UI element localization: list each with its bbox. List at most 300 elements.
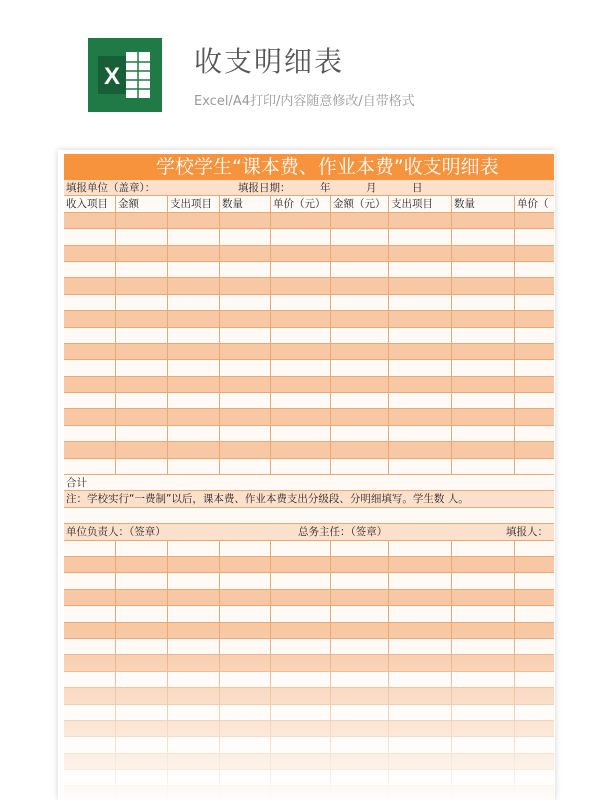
table-cell[interactable] bbox=[389, 229, 452, 244]
table-cell[interactable] bbox=[331, 655, 389, 670]
table-cell[interactable] bbox=[271, 328, 331, 343]
table-cell[interactable] bbox=[220, 426, 271, 441]
table-cell[interactable] bbox=[64, 295, 116, 310]
table-cell[interactable] bbox=[271, 770, 331, 785]
table-cell[interactable] bbox=[271, 639, 331, 654]
table-cell[interactable] bbox=[515, 360, 554, 375]
table-cell[interactable] bbox=[64, 606, 116, 621]
table-cell[interactable] bbox=[452, 672, 515, 687]
table-cell[interactable] bbox=[220, 688, 271, 703]
table-cell[interactable] bbox=[331, 393, 389, 408]
table-cell[interactable] bbox=[515, 328, 554, 343]
table-cell[interactable] bbox=[116, 377, 168, 392]
table-cell[interactable] bbox=[271, 557, 331, 572]
table-cell[interactable] bbox=[389, 655, 452, 670]
table-cell[interactable] bbox=[116, 655, 168, 670]
table-cell[interactable] bbox=[220, 393, 271, 408]
table-cell[interactable] bbox=[64, 442, 116, 457]
table-row bbox=[64, 213, 554, 229]
table-cell[interactable] bbox=[64, 459, 116, 474]
table-cell[interactable] bbox=[515, 786, 554, 800]
table-cell[interactable] bbox=[271, 623, 331, 638]
table-cell[interactable] bbox=[220, 459, 271, 474]
table-cell[interactable] bbox=[220, 213, 271, 228]
table-cell[interactable] bbox=[515, 590, 554, 605]
table-cell[interactable] bbox=[220, 409, 271, 424]
table-cell[interactable] bbox=[389, 786, 452, 800]
table-cell[interactable] bbox=[220, 770, 271, 785]
table-cell[interactable] bbox=[389, 688, 452, 703]
table-cell[interactable] bbox=[64, 213, 116, 228]
table-cell[interactable] bbox=[452, 459, 515, 474]
table-cell[interactable] bbox=[220, 590, 271, 605]
table-cell[interactable] bbox=[116, 262, 168, 277]
table-cell[interactable] bbox=[116, 672, 168, 687]
table-cell[interactable] bbox=[515, 311, 554, 326]
table-cell[interactable] bbox=[220, 573, 271, 588]
table-row bbox=[64, 360, 554, 376]
table-cell[interactable] bbox=[220, 311, 271, 326]
table-cell[interactable] bbox=[515, 541, 554, 556]
table-cell[interactable] bbox=[64, 639, 116, 654]
table-cell[interactable] bbox=[168, 721, 220, 736]
table-cell[interactable] bbox=[271, 786, 331, 800]
table-cell[interactable] bbox=[452, 639, 515, 654]
table-cell[interactable] bbox=[271, 655, 331, 670]
table-cell[interactable] bbox=[331, 229, 389, 244]
table-cell[interactable] bbox=[168, 246, 220, 261]
table-row bbox=[64, 295, 554, 311]
table-cell[interactable] bbox=[64, 246, 116, 261]
table-cell[interactable] bbox=[331, 573, 389, 588]
table-cell[interactable] bbox=[64, 721, 116, 736]
table-cell[interactable] bbox=[331, 459, 389, 474]
table-cell[interactable] bbox=[389, 328, 452, 343]
table-cell[interactable] bbox=[452, 737, 515, 752]
table-cell[interactable] bbox=[515, 623, 554, 638]
table-cell[interactable] bbox=[452, 786, 515, 800]
table-cell[interactable] bbox=[515, 229, 554, 244]
table-cell[interactable] bbox=[116, 606, 168, 621]
table-cell[interactable] bbox=[515, 557, 554, 572]
table-cell[interactable] bbox=[331, 246, 389, 261]
table-cell[interactable] bbox=[220, 606, 271, 621]
table-cell[interactable] bbox=[389, 344, 452, 359]
table-cell[interactable] bbox=[331, 590, 389, 605]
table-row bbox=[64, 688, 554, 704]
excel-icon-letter: X bbox=[103, 63, 121, 90]
table-cell[interactable] bbox=[515, 426, 554, 441]
table-cell[interactable] bbox=[452, 360, 515, 375]
table-cell[interactable] bbox=[116, 426, 168, 441]
table-cell[interactable] bbox=[168, 393, 220, 408]
table-cell[interactable] bbox=[168, 655, 220, 670]
table-cell[interactable] bbox=[452, 393, 515, 408]
table-cell[interactable] bbox=[64, 393, 116, 408]
table-cell[interactable] bbox=[389, 573, 452, 588]
table-cell[interactable] bbox=[168, 754, 220, 769]
table-cell[interactable] bbox=[452, 573, 515, 588]
table-cell[interactable] bbox=[168, 688, 220, 703]
table-cell[interactable] bbox=[515, 377, 554, 392]
table-cell[interactable] bbox=[271, 360, 331, 375]
table-cell[interactable] bbox=[271, 688, 331, 703]
table-cell[interactable] bbox=[220, 295, 271, 310]
table-cell[interactable] bbox=[271, 426, 331, 441]
table-cell[interactable] bbox=[64, 688, 116, 703]
table-cell[interactable] bbox=[331, 705, 389, 720]
table-cell[interactable] bbox=[220, 705, 271, 720]
table-cell[interactable] bbox=[452, 688, 515, 703]
table-cell[interactable] bbox=[116, 705, 168, 720]
table-cell[interactable] bbox=[452, 344, 515, 359]
table-cell[interactable] bbox=[452, 426, 515, 441]
table-cell[interactable] bbox=[271, 754, 331, 769]
table-cell[interactable] bbox=[389, 311, 452, 326]
table-cell[interactable] bbox=[168, 557, 220, 572]
table-cell[interactable] bbox=[168, 606, 220, 621]
table-cell[interactable] bbox=[64, 311, 116, 326]
table-cell[interactable] bbox=[452, 328, 515, 343]
table-cell[interactable] bbox=[116, 459, 168, 474]
table-cell[interactable] bbox=[452, 557, 515, 572]
table-cell[interactable] bbox=[331, 278, 389, 293]
table-cell[interactable] bbox=[389, 262, 452, 277]
table-cell[interactable] bbox=[220, 557, 271, 572]
table-cell[interactable] bbox=[271, 721, 331, 736]
table-cell[interactable] bbox=[220, 262, 271, 277]
table-cell[interactable] bbox=[116, 360, 168, 375]
table-cell[interactable] bbox=[452, 295, 515, 310]
table-cell[interactable] bbox=[64, 262, 116, 277]
table-cell[interactable] bbox=[220, 328, 271, 343]
table-cell[interactable] bbox=[331, 295, 389, 310]
table-cell[interactable] bbox=[515, 393, 554, 408]
table-cell[interactable] bbox=[389, 639, 452, 654]
table-cell[interactable] bbox=[331, 541, 389, 556]
table-cell[interactable] bbox=[331, 639, 389, 654]
table-cell[interactable] bbox=[168, 262, 220, 277]
col-header-quantity-2: 数量 bbox=[452, 196, 515, 211]
table-cell[interactable] bbox=[389, 672, 452, 687]
table-cell[interactable] bbox=[452, 655, 515, 670]
table-cell[interactable] bbox=[515, 672, 554, 687]
table-cell[interactable] bbox=[389, 360, 452, 375]
table-cell[interactable] bbox=[168, 360, 220, 375]
table-cell[interactable] bbox=[389, 623, 452, 638]
table-cell[interactable] bbox=[168, 459, 220, 474]
table-cell[interactable] bbox=[389, 459, 452, 474]
table-cell[interactable] bbox=[168, 311, 220, 326]
table-cell[interactable] bbox=[515, 213, 554, 228]
table-cell[interactable] bbox=[64, 770, 116, 785]
table-cell[interactable] bbox=[64, 409, 116, 424]
table-cell[interactable] bbox=[116, 442, 168, 457]
table-cell[interactable] bbox=[168, 770, 220, 785]
table-cell[interactable] bbox=[515, 737, 554, 752]
table-cell[interactable] bbox=[271, 672, 331, 687]
table-cell[interactable] bbox=[168, 377, 220, 392]
table-cell[interactable] bbox=[64, 754, 116, 769]
table-cell[interactable] bbox=[116, 344, 168, 359]
table-cell[interactable] bbox=[64, 573, 116, 588]
table-cell[interactable] bbox=[452, 262, 515, 277]
table-cell[interactable] bbox=[452, 541, 515, 556]
table-cell[interactable] bbox=[64, 541, 116, 556]
table-cell[interactable] bbox=[515, 459, 554, 474]
table-cell[interactable] bbox=[116, 409, 168, 424]
table-row bbox=[64, 606, 554, 622]
table-cell[interactable] bbox=[389, 295, 452, 310]
table-cell[interactable] bbox=[168, 573, 220, 588]
table-cell[interactable] bbox=[515, 754, 554, 769]
table-cell[interactable] bbox=[116, 721, 168, 736]
table-cell[interactable] bbox=[389, 557, 452, 572]
table-cell[interactable] bbox=[452, 623, 515, 638]
table-cell[interactable] bbox=[452, 377, 515, 392]
table-cell[interactable] bbox=[116, 770, 168, 785]
table-cell[interactable] bbox=[220, 623, 271, 638]
table-cell[interactable] bbox=[271, 377, 331, 392]
table-cell[interactable] bbox=[116, 590, 168, 605]
table-cell[interactable] bbox=[389, 770, 452, 785]
table-cell[interactable] bbox=[168, 213, 220, 228]
table-cell[interactable] bbox=[389, 213, 452, 228]
table-cell[interactable] bbox=[452, 229, 515, 244]
table-cell[interactable] bbox=[331, 344, 389, 359]
table-cell[interactable] bbox=[271, 213, 331, 228]
table-cell[interactable] bbox=[220, 360, 271, 375]
table-cell[interactable] bbox=[452, 409, 515, 424]
table-cell[interactable] bbox=[331, 409, 389, 424]
table-cell[interactable] bbox=[331, 426, 389, 441]
table-cell[interactable] bbox=[220, 655, 271, 670]
table-cell[interactable] bbox=[116, 278, 168, 293]
table-cell[interactable] bbox=[331, 770, 389, 785]
table-cell[interactable] bbox=[389, 442, 452, 457]
table-cell[interactable] bbox=[331, 672, 389, 687]
table-cell[interactable] bbox=[452, 213, 515, 228]
table-cell[interactable] bbox=[271, 541, 331, 556]
table-cell[interactable] bbox=[168, 672, 220, 687]
table-cell[interactable] bbox=[64, 229, 116, 244]
table-cell[interactable] bbox=[331, 623, 389, 638]
table-row bbox=[64, 426, 554, 442]
table-cell[interactable] bbox=[220, 229, 271, 244]
table-cell[interactable] bbox=[64, 278, 116, 293]
table-cell[interactable] bbox=[389, 721, 452, 736]
table-cell[interactable] bbox=[515, 770, 554, 785]
table-cell[interactable] bbox=[168, 328, 220, 343]
table-cell[interactable] bbox=[64, 377, 116, 392]
table-cell[interactable] bbox=[116, 311, 168, 326]
table-cell[interactable] bbox=[220, 278, 271, 293]
table-cell[interactable] bbox=[220, 377, 271, 392]
table-cell[interactable] bbox=[220, 639, 271, 654]
table-cell[interactable] bbox=[116, 393, 168, 408]
note-text: 注：学校实行“一费制”以后，课本费、作业本费支出分级段、分明细填写。学生数 人。 bbox=[66, 493, 469, 506]
table-cell[interactable] bbox=[168, 229, 220, 244]
table-cell[interactable] bbox=[271, 573, 331, 588]
table-cell[interactable] bbox=[271, 295, 331, 310]
table-cell[interactable] bbox=[64, 672, 116, 687]
table-cell[interactable] bbox=[331, 721, 389, 736]
table-cell[interactable] bbox=[389, 426, 452, 441]
table-cell[interactable] bbox=[220, 786, 271, 800]
table-cell[interactable] bbox=[64, 786, 116, 800]
table-cell[interactable] bbox=[168, 442, 220, 457]
table-cell[interactable] bbox=[220, 754, 271, 769]
table-cell[interactable] bbox=[271, 409, 331, 424]
table-cell[interactable] bbox=[168, 295, 220, 310]
table-cell[interactable] bbox=[389, 737, 452, 752]
table-cell[interactable] bbox=[116, 213, 168, 228]
table-cell[interactable] bbox=[116, 786, 168, 800]
table-cell[interactable] bbox=[389, 541, 452, 556]
table-cell[interactable] bbox=[331, 213, 389, 228]
table-cell[interactable] bbox=[331, 688, 389, 703]
table-cell[interactable] bbox=[331, 754, 389, 769]
table-cell[interactable] bbox=[168, 737, 220, 752]
table-cell[interactable] bbox=[64, 328, 116, 343]
table-cell[interactable] bbox=[515, 278, 554, 293]
table-cell[interactable] bbox=[515, 688, 554, 703]
table-cell[interactable] bbox=[64, 344, 116, 359]
table-cell[interactable] bbox=[515, 246, 554, 261]
table-cell[interactable] bbox=[220, 442, 271, 457]
table-cell[interactable] bbox=[116, 246, 168, 261]
table-cell[interactable] bbox=[389, 278, 452, 293]
table-cell[interactable] bbox=[168, 541, 220, 556]
table-cell[interactable] bbox=[220, 344, 271, 359]
table-cell[interactable] bbox=[331, 442, 389, 457]
table-cell[interactable] bbox=[452, 721, 515, 736]
table-cell[interactable] bbox=[331, 786, 389, 800]
table-cell[interactable] bbox=[331, 328, 389, 343]
table-cell[interactable] bbox=[452, 311, 515, 326]
table-cell[interactable] bbox=[389, 409, 452, 424]
table-cell[interactable] bbox=[271, 262, 331, 277]
table-cell[interactable] bbox=[515, 606, 554, 621]
blank-row bbox=[64, 508, 554, 524]
table-cell[interactable] bbox=[452, 770, 515, 785]
table-cell[interactable] bbox=[452, 442, 515, 457]
table-cell[interactable] bbox=[271, 606, 331, 621]
table-cell[interactable] bbox=[515, 409, 554, 424]
table-cell[interactable] bbox=[271, 311, 331, 326]
table-cell[interactable] bbox=[168, 590, 220, 605]
table-cell[interactable] bbox=[515, 442, 554, 457]
table-cell[interactable] bbox=[331, 311, 389, 326]
table-cell[interactable] bbox=[389, 606, 452, 621]
table-cell[interactable] bbox=[220, 672, 271, 687]
table-cell[interactable] bbox=[452, 590, 515, 605]
table-cell[interactable] bbox=[116, 541, 168, 556]
table-cell[interactable] bbox=[116, 328, 168, 343]
table-row bbox=[64, 623, 554, 639]
table-cell[interactable] bbox=[116, 754, 168, 769]
table-cell[interactable] bbox=[271, 278, 331, 293]
table-cell[interactable] bbox=[389, 590, 452, 605]
table-cell[interactable] bbox=[220, 541, 271, 556]
table-cell[interactable] bbox=[116, 557, 168, 572]
table-cell[interactable] bbox=[515, 573, 554, 588]
table-cell[interactable] bbox=[168, 623, 220, 638]
table-cell[interactable] bbox=[515, 295, 554, 310]
table-cell[interactable] bbox=[64, 426, 116, 441]
table-cell[interactable] bbox=[220, 721, 271, 736]
table-cell[interactable] bbox=[271, 737, 331, 752]
table-cell[interactable] bbox=[389, 393, 452, 408]
table-cell[interactable] bbox=[271, 590, 331, 605]
table-cell[interactable] bbox=[331, 606, 389, 621]
table-row bbox=[64, 754, 554, 770]
table-cell[interactable] bbox=[168, 278, 220, 293]
table-cell[interactable] bbox=[64, 705, 116, 720]
table-cell[interactable] bbox=[389, 754, 452, 769]
table-cell[interactable] bbox=[116, 295, 168, 310]
table-cell[interactable] bbox=[116, 623, 168, 638]
table-cell[interactable] bbox=[452, 606, 515, 621]
table-cell[interactable] bbox=[271, 246, 331, 261]
table-cell[interactable] bbox=[389, 377, 452, 392]
table-cell[interactable] bbox=[331, 262, 389, 277]
table-cell[interactable] bbox=[331, 377, 389, 392]
table-cell[interactable] bbox=[515, 639, 554, 654]
table-cell[interactable] bbox=[64, 623, 116, 638]
table-cell[interactable] bbox=[168, 705, 220, 720]
table-cell[interactable] bbox=[220, 737, 271, 752]
table-cell[interactable] bbox=[116, 737, 168, 752]
table-cell[interactable] bbox=[452, 246, 515, 261]
table-cell[interactable] bbox=[515, 705, 554, 720]
table-cell[interactable] bbox=[271, 393, 331, 408]
table-cell[interactable] bbox=[271, 344, 331, 359]
table-cell[interactable] bbox=[515, 655, 554, 670]
table-cell[interactable] bbox=[271, 229, 331, 244]
table-cell[interactable] bbox=[515, 721, 554, 736]
table-cell[interactable] bbox=[168, 426, 220, 441]
table-cell[interactable] bbox=[515, 262, 554, 277]
table-cell[interactable] bbox=[389, 246, 452, 261]
table-cell[interactable] bbox=[331, 557, 389, 572]
table-cell[interactable] bbox=[64, 590, 116, 605]
table-cell[interactable] bbox=[271, 459, 331, 474]
table-cell[interactable] bbox=[271, 705, 331, 720]
table-cell[interactable] bbox=[515, 344, 554, 359]
table-cell[interactable] bbox=[220, 246, 271, 261]
table-cell[interactable] bbox=[64, 655, 116, 670]
table-cell[interactable] bbox=[331, 737, 389, 752]
table-cell[interactable] bbox=[452, 705, 515, 720]
table-cell[interactable] bbox=[168, 344, 220, 359]
table-cell[interactable] bbox=[331, 360, 389, 375]
table-cell[interactable] bbox=[452, 278, 515, 293]
table-cell[interactable] bbox=[64, 737, 116, 752]
table-cell[interactable] bbox=[271, 442, 331, 457]
table-cell[interactable] bbox=[64, 557, 116, 572]
table-cell[interactable] bbox=[168, 639, 220, 654]
table-cell[interactable] bbox=[116, 688, 168, 703]
table-cell[interactable] bbox=[116, 639, 168, 654]
table-cell[interactable] bbox=[168, 786, 220, 800]
table-cell[interactable] bbox=[116, 229, 168, 244]
table-cell[interactable] bbox=[168, 409, 220, 424]
table-cell[interactable] bbox=[389, 705, 452, 720]
table-cell[interactable] bbox=[116, 573, 168, 588]
table-cell[interactable] bbox=[64, 360, 116, 375]
table-cell[interactable] bbox=[452, 754, 515, 769]
